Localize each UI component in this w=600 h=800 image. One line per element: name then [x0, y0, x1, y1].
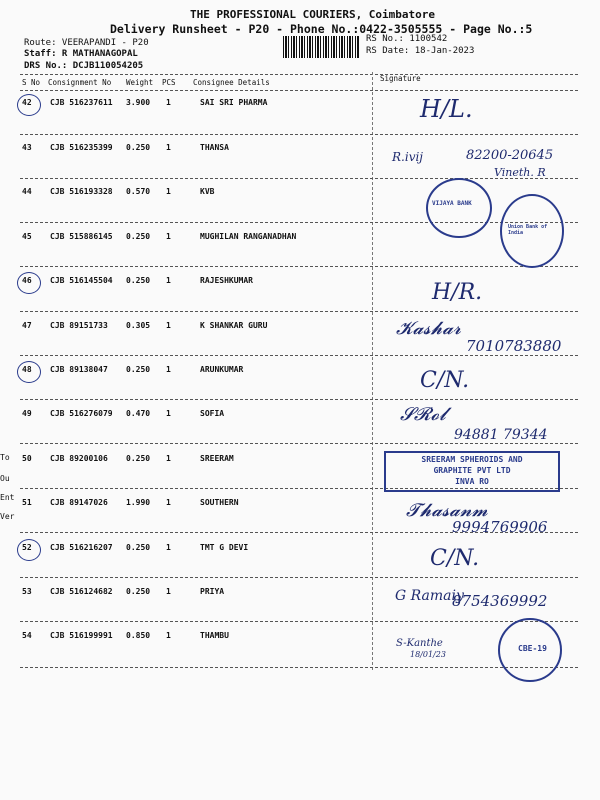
- row-weight: 0.470: [126, 409, 151, 418]
- side-mark: Ent: [0, 493, 15, 502]
- table-row: [22, 587, 372, 601]
- row-consignee: SOFIA: [200, 409, 225, 418]
- col-weight: Weight: [126, 78, 154, 87]
- row-sno: 53: [22, 587, 32, 596]
- table-row: [22, 543, 372, 557]
- row-consignment: CJB 516276079: [50, 409, 113, 418]
- row-consignee: SREERAM: [200, 454, 234, 463]
- handwritten-signature: 𝓣𝓱𝓪𝓼𝓪𝓷𝓶: [406, 500, 488, 521]
- row-weight: 1.990: [126, 498, 151, 507]
- table-row: [22, 276, 372, 290]
- row-weight: 0.570: [126, 187, 151, 196]
- company-title: THE PROFESSIONAL COURIERS, Coimbatore: [190, 8, 436, 21]
- row-consignee: RAJESHKUMAR: [200, 276, 253, 285]
- row-sno: 50: [22, 454, 32, 463]
- signature-column-divider: [372, 72, 373, 670]
- row-pcs: 1: [166, 276, 171, 285]
- row-consignee: K SHANKAR GURU: [200, 321, 268, 330]
- handwritten-signature: 𝓚𝓪𝓼𝓱𝓪𝓻: [396, 318, 462, 339]
- side-mark: Ou: [0, 474, 10, 483]
- handwritten-phone: 94881 79344: [454, 427, 548, 443]
- handwritten-date: 18/01/23: [410, 650, 446, 659]
- table-row: [22, 365, 372, 379]
- row-pcs: 1: [166, 498, 171, 507]
- row-sno: 51: [22, 498, 32, 507]
- row-consignee: KVB: [200, 187, 215, 196]
- row-consignee: PRIYA: [200, 587, 225, 596]
- row-consignee: TMT G DEVI: [200, 543, 249, 552]
- row-consignee: THAMBU: [200, 631, 229, 640]
- row-pcs: 1: [166, 187, 171, 196]
- handwritten-phone: 8754369992: [452, 592, 548, 610]
- row-separator: [20, 134, 578, 135]
- row-weight: 0.250: [126, 543, 151, 552]
- rs-number: RS No.: 1100542: [366, 34, 448, 44]
- col-signature: Signature: [380, 74, 421, 83]
- handwritten-note: C/N.: [420, 368, 470, 393]
- col-pcs: PCS: [162, 78, 176, 87]
- row-separator: [20, 577, 578, 578]
- staff-label: Staff: R MATHANAGOPAL: [24, 49, 138, 59]
- side-mark: To: [0, 453, 10, 462]
- row-consignment: CJB 516237611: [50, 98, 113, 107]
- company-stamp: SREERAM SPHEROIDS AND GRAPHITE PVT LTD INVA RO: [384, 451, 560, 492]
- handwritten-signature: G Ramaiy: [395, 588, 464, 604]
- row-weight: 0.250: [126, 232, 151, 241]
- company-seal: CBE-19: [498, 618, 562, 682]
- handwritten-note: H/R.: [432, 280, 483, 305]
- row-separator: [20, 443, 578, 444]
- row-weight: 0.250: [126, 365, 151, 374]
- row-consignment: CJB 89151733: [50, 321, 108, 330]
- table-row: [22, 98, 372, 112]
- row-pcs: 1: [166, 409, 171, 418]
- table-row: [22, 321, 372, 335]
- row-sno: 47: [22, 321, 32, 330]
- row-consignment: CJB 516145504: [50, 276, 113, 285]
- row-weight: 0.250: [126, 587, 151, 596]
- row-consignment: CJB 89147026: [50, 498, 108, 507]
- row-weight: 0.850: [126, 631, 151, 640]
- row-consignee: MUGHILAN RANGANADHAN: [200, 232, 297, 241]
- rs-date: RS Date: 18-Jan-2023: [366, 46, 475, 56]
- row-pcs: 1: [166, 543, 171, 552]
- header-top-rule: [20, 74, 578, 75]
- row-pcs: 1: [166, 365, 171, 374]
- table-row: [22, 143, 372, 157]
- row-separator: [20, 667, 578, 668]
- row-sno: 45: [22, 232, 32, 241]
- table-row: [22, 631, 372, 645]
- circle-mark: [17, 361, 41, 383]
- row-consignment: CJB 516216207: [50, 543, 113, 552]
- circle-mark: [17, 94, 41, 116]
- row-pcs: 1: [166, 98, 171, 107]
- row-pcs: 1: [166, 587, 171, 596]
- bank-seal: Union Bank of India: [500, 194, 564, 268]
- handwritten-name: Vineth. R: [494, 166, 546, 179]
- handwritten-signature: 𝓢𝓡𝓸𝓵: [400, 404, 447, 425]
- row-consignee: SAI SRI PHARMA: [200, 98, 268, 107]
- row-sno: 49: [22, 409, 32, 418]
- table-row: [22, 232, 372, 246]
- header-bottom-rule: [20, 90, 578, 91]
- row-sno: 54: [22, 631, 32, 640]
- col-sno: S No: [22, 78, 41, 87]
- row-separator: [20, 399, 578, 400]
- row-separator: [20, 355, 578, 356]
- route-label: Route: VEERAPANDI - P20: [24, 38, 149, 48]
- row-separator: [20, 621, 578, 622]
- handwritten-note: H/L.: [420, 95, 473, 123]
- row-pcs: 1: [166, 454, 171, 463]
- row-consignee: ARUNKUMAR: [200, 365, 244, 374]
- row-separator: [20, 311, 578, 312]
- side-mark: Ver: [0, 512, 15, 521]
- row-sno: 42: [22, 98, 32, 107]
- row-pcs: 1: [166, 631, 171, 640]
- row-sno: 43: [22, 143, 32, 152]
- row-weight: 3.900: [126, 98, 151, 107]
- handwritten-phone: 82200-20645: [466, 148, 554, 163]
- handwritten-phone: 9994769906: [452, 518, 548, 536]
- handwritten-note: C/N.: [430, 546, 480, 571]
- row-weight: 0.250: [126, 143, 151, 152]
- table-row: [22, 187, 372, 201]
- barcode: [283, 36, 359, 58]
- row-sno: 46: [22, 276, 32, 285]
- table-row: [22, 498, 372, 512]
- row-consignment: CJB 516193328: [50, 187, 113, 196]
- row-consignment: CJB 516235399: [50, 143, 113, 152]
- row-weight: 0.250: [126, 276, 151, 285]
- col-consignee: Consignee Details: [193, 78, 270, 87]
- col-consignment: Consignment No: [48, 78, 112, 87]
- row-consignment: CJB 89200106: [50, 454, 108, 463]
- row-consignment: CJB 516199991: [50, 631, 113, 640]
- table-row: [22, 454, 372, 468]
- row-pcs: 1: [166, 143, 171, 152]
- drs-number: DRS No.: DCJB110054205: [24, 61, 144, 71]
- runsheet-title: Delivery Runsheet - P20 - Phone No.:0422-3505555 - Page No.:5: [110, 22, 533, 36]
- row-consignment: CJB 515886145: [50, 232, 113, 241]
- row-consignment: CJB 89138047: [50, 365, 108, 374]
- row-pcs: 1: [166, 321, 171, 330]
- row-consignee: THANSA: [200, 143, 229, 152]
- row-weight: 0.250: [126, 454, 151, 463]
- handwritten-phone: 7010783880: [466, 337, 562, 355]
- row-consignee: SOUTHERN: [200, 498, 239, 507]
- table-row: [22, 409, 372, 423]
- row-weight: 0.305: [126, 321, 151, 330]
- row-separator: [20, 222, 578, 223]
- row-consignment: CJB 516124682: [50, 587, 113, 596]
- row-separator: [20, 266, 578, 267]
- row-sno: 52: [22, 543, 32, 552]
- circle-mark: [17, 272, 41, 294]
- handwritten-signature: R.ivij: [392, 150, 424, 164]
- circle-mark: [17, 539, 41, 561]
- row-sno: 44: [22, 187, 32, 196]
- row-pcs: 1: [166, 232, 171, 241]
- row-sno: 48: [22, 365, 32, 374]
- bank-seal: VIJAYA BANK: [426, 178, 492, 238]
- handwritten-signature: S-Kanthe: [396, 638, 443, 649]
